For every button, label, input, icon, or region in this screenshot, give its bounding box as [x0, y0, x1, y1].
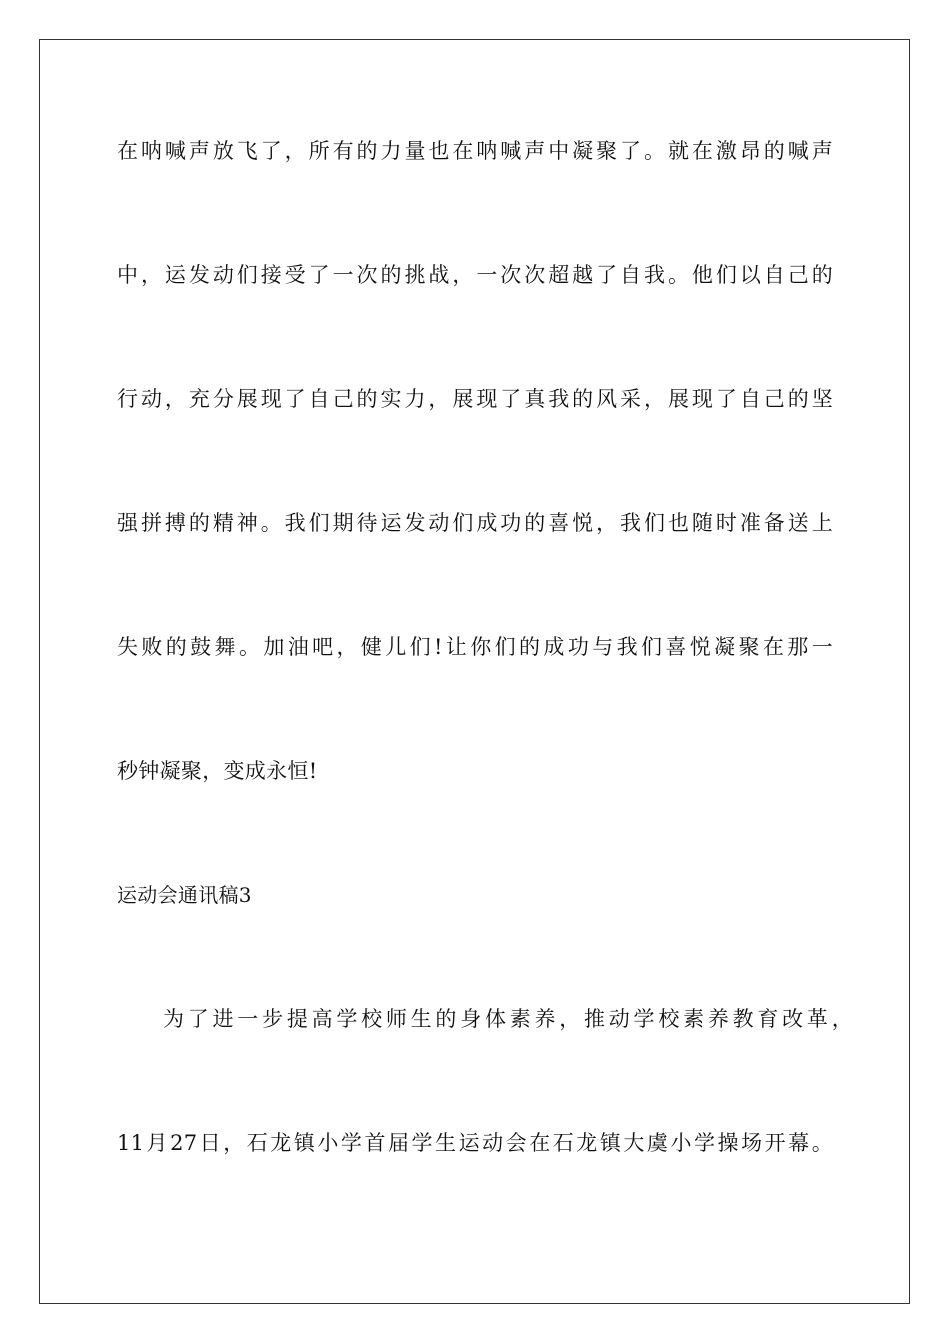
- paragraph-line: 失败的鼓舞。加油吧，健儿们!让你们的成功与我们喜悦凝聚在那一: [117, 635, 833, 659]
- page-border: [39, 39, 910, 1304]
- paragraph-line: 在呐喊声放飞了，所有的力量也在呐喊声中凝聚了。就在激昂的喊声: [117, 139, 833, 163]
- paragraph-line: 11月27日，石龙镇小学首届学生运动会在石龙镇大虞小学操场开幕。: [117, 1131, 833, 1155]
- paragraph-line: 秒钟凝聚，变成永恒!: [117, 759, 318, 783]
- paragraph-line: 中，运发动们接受了一次的挑战，一次次超越了自我。他们以自己的: [117, 263, 833, 287]
- paragraph-line: 强拼搏的精神。我们期待运发动们成功的喜悦，我们也随时准备送上: [117, 511, 833, 535]
- section-heading: 运动会通讯稿3: [117, 883, 252, 907]
- paragraph-line: 为了进一步提高学校师生的身体素养，推动学校素养教育改革，: [163, 1007, 853, 1031]
- paragraph-line: 行动，充分展现了自己的实力，展现了真我的风采，展现了自己的坚: [117, 387, 833, 411]
